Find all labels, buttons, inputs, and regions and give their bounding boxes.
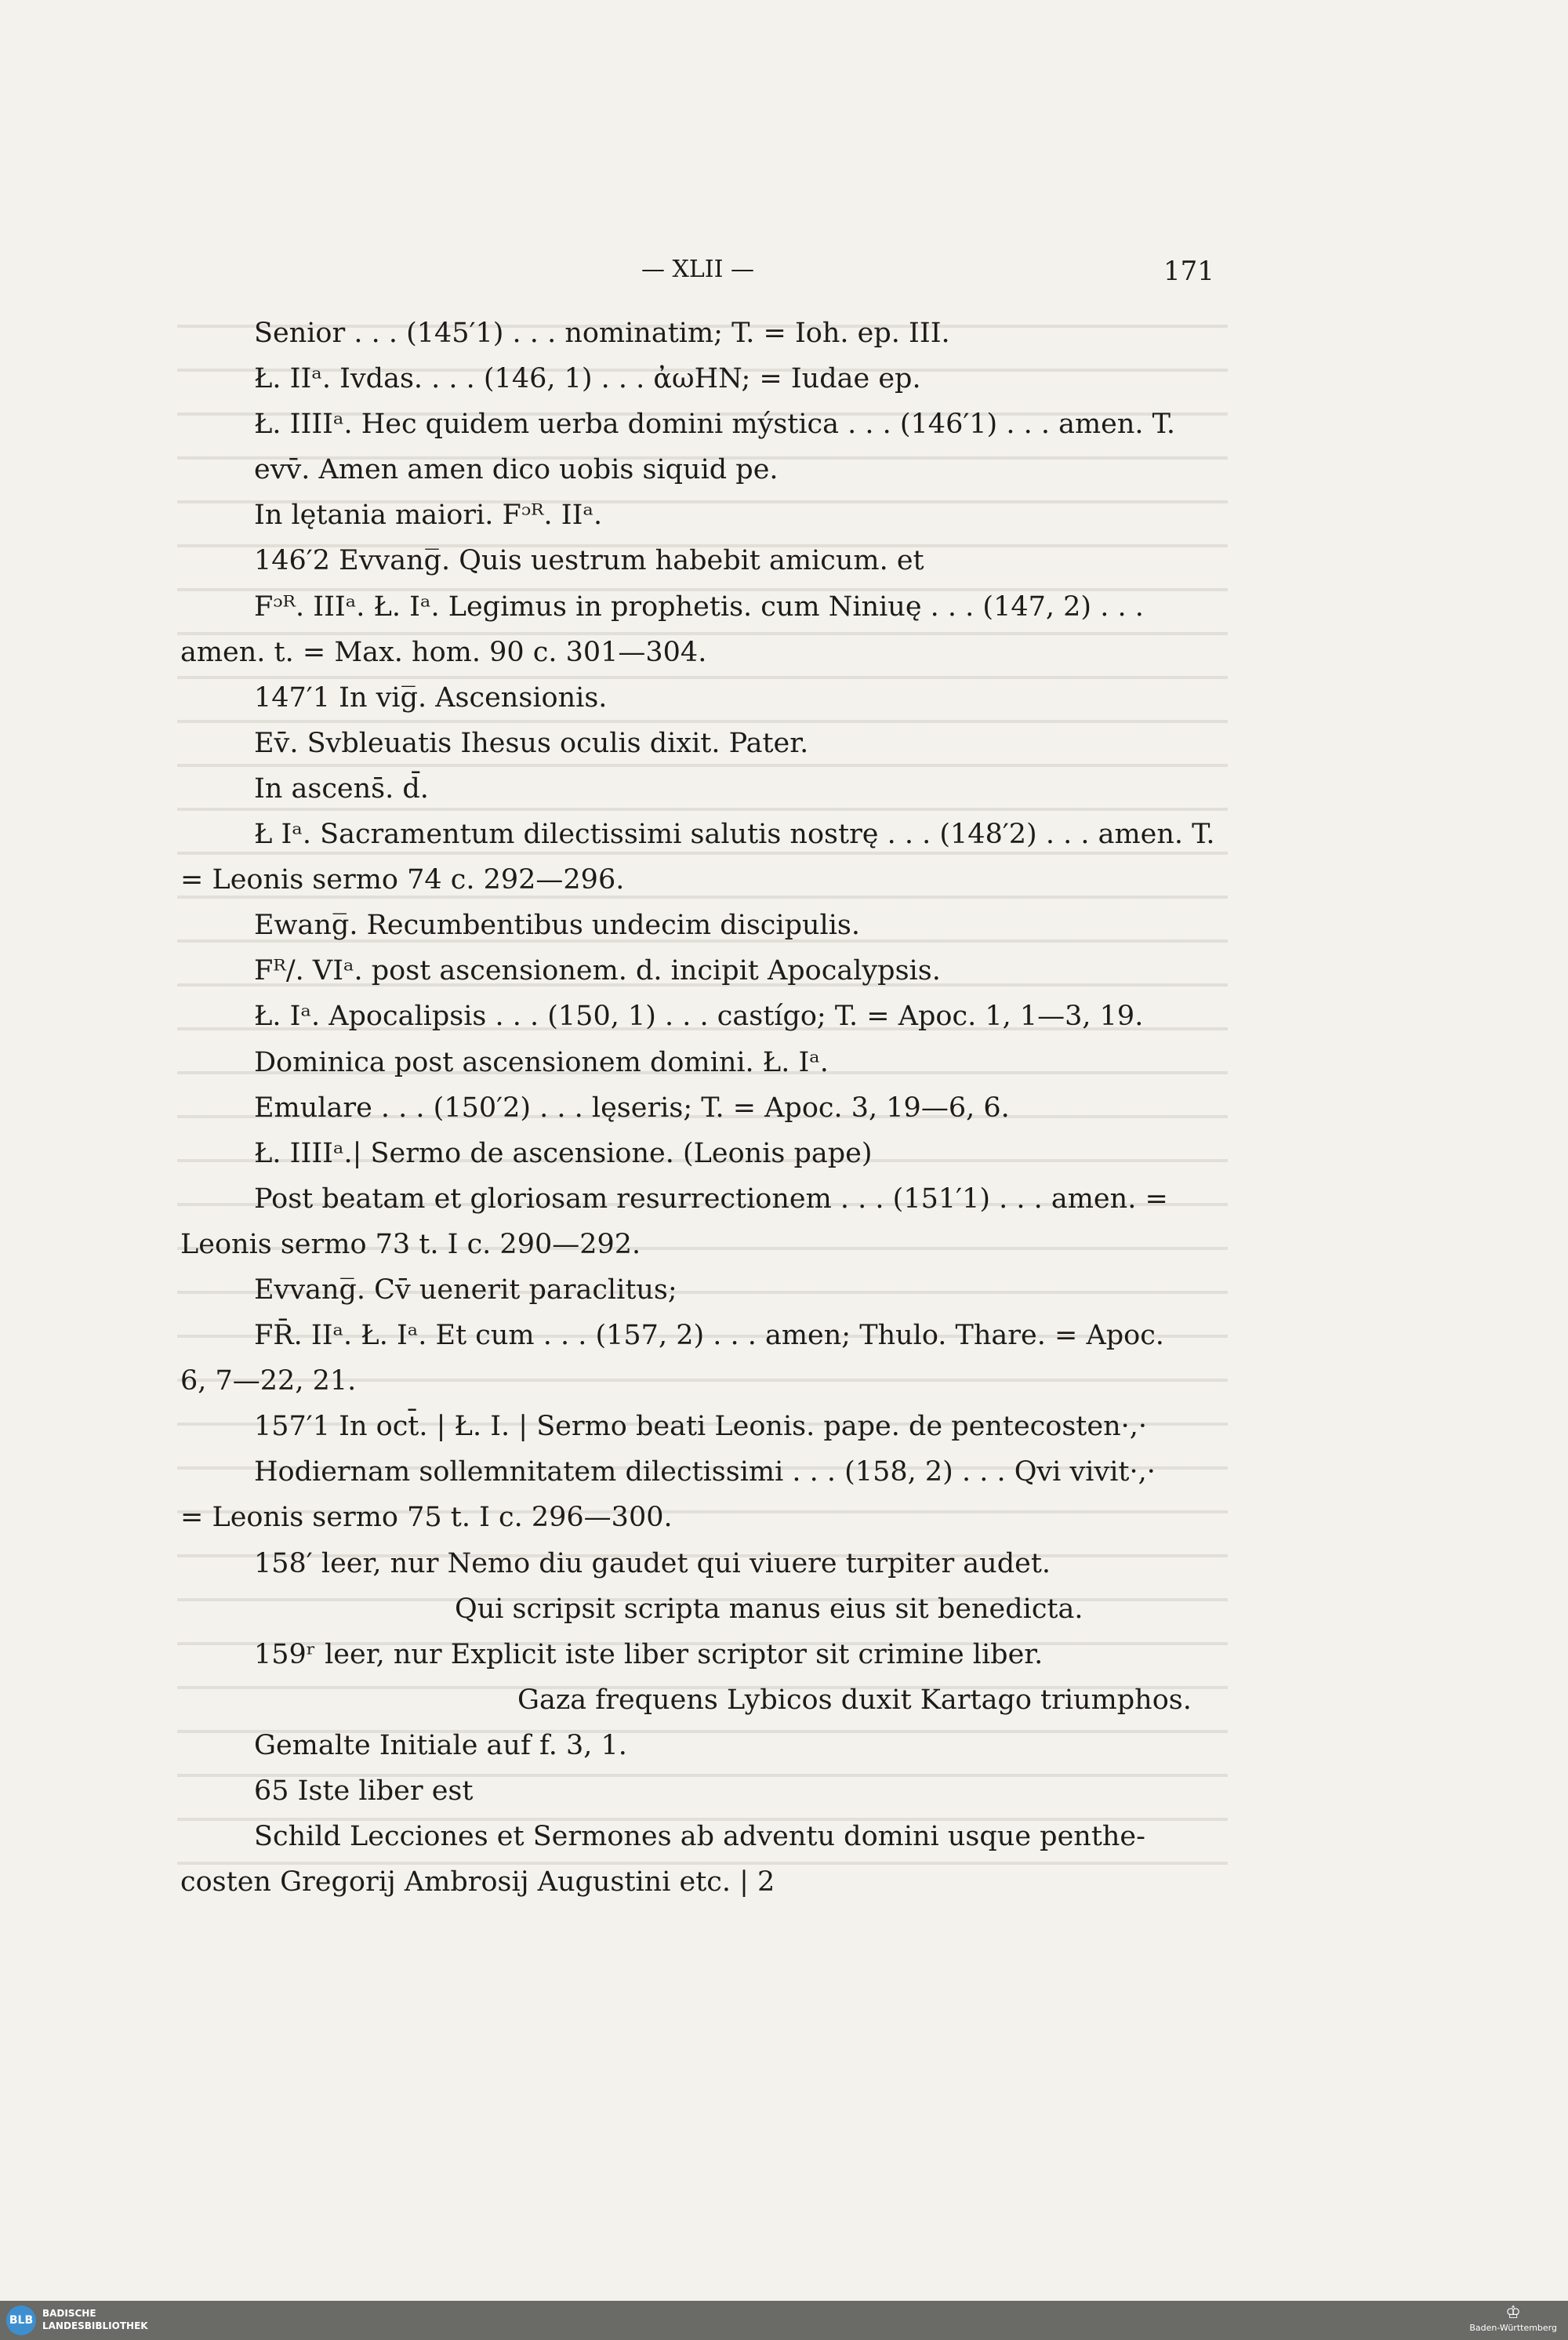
- text-line-content: Gaza frequens Lybicos duxit Kartago triumphos.: [517, 1684, 1192, 1716]
- text-line-content: 65 Iste liber est: [254, 1775, 474, 1807]
- text-line-content: Evvang̅. Cv̄ uenerit paraclitus;: [254, 1274, 677, 1306]
- text-line: [180, 1723, 1215, 1768]
- text-line: [180, 812, 1215, 857]
- text-line-content: Qui scripsit scripta manus eius sit benedicta.: [455, 1593, 1083, 1625]
- library-name-line-2: LANDESBIBLIOTHEK: [42, 2320, 148, 2331]
- text-line-content: Ł. IIIIᵃ. Hec quidem uerba domini mýstica . . . (146′1) . . . amen. T.: [254, 409, 1175, 441]
- text-line-content: Ł. IIIIᵃ.| Sermo de ascensione. (Leonis pape): [254, 1137, 873, 1169]
- text-line-content: FR̄. IIᵃ. Ł. Iᵃ. Et cum . . . (157, 2) . . . amen; Thulo. Thare. = Apoc.: [254, 1320, 1164, 1352]
- text-line: [180, 1085, 1215, 1131]
- text-line-content: Ł. Iᵃ. Apocalipsis . . . (150, 1) . . . castígo; T. = Apoc. 1, 1—3, 19.: [254, 1001, 1144, 1033]
- baden-wuerttemberg-mark: [1469, 2304, 1557, 2333]
- text-line-content: Senior . . . (145′1) . . . nominatim; T. = Ioh. ep. III.: [254, 318, 950, 349]
- text-line-content: Ł. IIᵃ. Ivdas. . . . (146, 1) . . . ἀωHN; = Iudae ep.: [254, 363, 921, 395]
- text-line-content: evv̄. Amen amen dico uobis siquid pe.: [254, 454, 779, 486]
- text-line-content: 158′ leer, nur Nemo diu gaudet qui viuere turpiter audet.: [254, 1547, 1051, 1579]
- text-line-content: Gemalte Initiale auf f. 3, 1.: [254, 1729, 627, 1761]
- text-line-content: costen Gregorij Ambrosij Augustini etc. | 2: [180, 1866, 775, 1899]
- text-line-content: Dominica post ascensionem domini. Ł. Iᵃ.: [254, 1046, 829, 1078]
- text-line: [180, 1313, 1215, 1358]
- text-line: [180, 1859, 1215, 1905]
- text-line: [180, 766, 1215, 812]
- text-line-content: Post beatam et gloriosam resurrectionem . . . (151′1) . . . amen. =: [254, 1183, 1168, 1215]
- text-line: [180, 1495, 1215, 1540]
- text-line: [180, 630, 1215, 675]
- text-line-content: = Leonis sermo 74 c. 292—296.: [180, 864, 625, 896]
- text-line-content: 159ʳ leer, nur Explicit iste liber scriptor sit crimine liber.: [254, 1638, 1044, 1670]
- text-line-content: amen. t. = Max. hom. 90 c. 301—304.: [180, 636, 707, 668]
- text-line: [180, 903, 1215, 948]
- text-line: [180, 1677, 1215, 1723]
- text-line-content: Hodiernam sollemnitatem dilectissimi . . . (158, 2) . . . Qvi vivit·,·: [254, 1456, 1156, 1488]
- library-name-line-1: BADISCHE: [42, 2308, 96, 2319]
- text-line: [180, 1040, 1215, 1085]
- text-line-content: Ł Iᵃ. Sacramentum dilectissimi salutis nostrę . . . (148′2) . . . amen. T.: [254, 819, 1215, 851]
- text-line: [180, 1814, 1215, 1859]
- text-line-content: 147′1 In vig̅. Ascensionis.: [254, 681, 608, 714]
- text-line: [180, 1358, 1215, 1404]
- text-line-content: Schild Lecciones et Sermones ab adventu domini usque penthe-: [254, 1821, 1145, 1853]
- text-line: [180, 311, 1215, 356]
- text-line-content: 157′1 In oct̄. | Ł. I. | Sermo beati Leonis. pape. de pentecosten·,·: [254, 1411, 1148, 1443]
- text-line-content: Fᵓᴿ. IIIᵃ. Ł. Iᵃ. Legimus in prophetis. cum Niniuę . . . (147, 2) . . .: [254, 590, 1144, 623]
- text-line: [180, 1222, 1215, 1267]
- text-line-content: Ev̄. Svbleuatis Ihesus oculis dixit. Pater.: [254, 727, 809, 759]
- text-line: [180, 994, 1215, 1039]
- text-line: [180, 1586, 1215, 1632]
- text-line-content: Ewang̅. Recumbentibus undecim discipulis.: [254, 910, 861, 942]
- library-name: [42, 2307, 148, 2332]
- text-line: [180, 584, 1215, 630]
- text-line: [180, 1267, 1215, 1313]
- page-number: 171: [1163, 256, 1214, 287]
- text-line-content: = Leonis sermo 75 t. I c. 296—300.: [180, 1502, 673, 1534]
- text-line: [180, 538, 1215, 583]
- text-line-content: Leonis sermo 73 t. I c. 290—292.: [180, 1228, 641, 1260]
- text-line-content: In ascens̄. d̄.: [254, 772, 429, 805]
- text-line: [180, 948, 1215, 994]
- blb-logo-icon: BLB: [6, 2305, 36, 2335]
- text-line: [180, 402, 1215, 447]
- catalogue-text: [180, 311, 1215, 1905]
- running-header: [0, 256, 1568, 287]
- text-line: [180, 857, 1215, 903]
- text-line: [180, 675, 1215, 721]
- baden-wuerttemberg-label: Baden-Württemberg: [1469, 2323, 1557, 2333]
- text-line-content: Fᴿ/. VIᵃ. post ascensionem. d. incipit Apocalypsis.: [254, 955, 941, 987]
- text-line: [180, 721, 1215, 766]
- text-line: [180, 1632, 1215, 1677]
- text-line: [180, 1404, 1215, 1449]
- text-line: [180, 1449, 1215, 1495]
- text-line: [180, 1176, 1215, 1222]
- header-section-number: — XLII —: [641, 256, 755, 283]
- text-line: [180, 356, 1215, 402]
- text-line: [180, 492, 1215, 538]
- library-footer-bar: [0, 2301, 1568, 2340]
- text-line-content: 146′2 Evvang̅. Quis uestrum habebit amicum. et: [254, 545, 924, 577]
- text-line-content: Emulare . . . (150′2) . . . lęseris; T. = Apoc. 3, 19—6, 6.: [254, 1092, 1010, 1124]
- text-line-content: In lętania maiori. Fᵓᴿ. IIᵃ.: [254, 500, 603, 532]
- text-line: [180, 1541, 1215, 1586]
- text-line: [180, 447, 1215, 492]
- text-line-content: 6, 7—22, 21.: [180, 1365, 357, 1397]
- text-line: [180, 1768, 1215, 1814]
- text-line: [180, 1131, 1215, 1176]
- crest-icon: ♔: [1505, 2303, 1522, 2323]
